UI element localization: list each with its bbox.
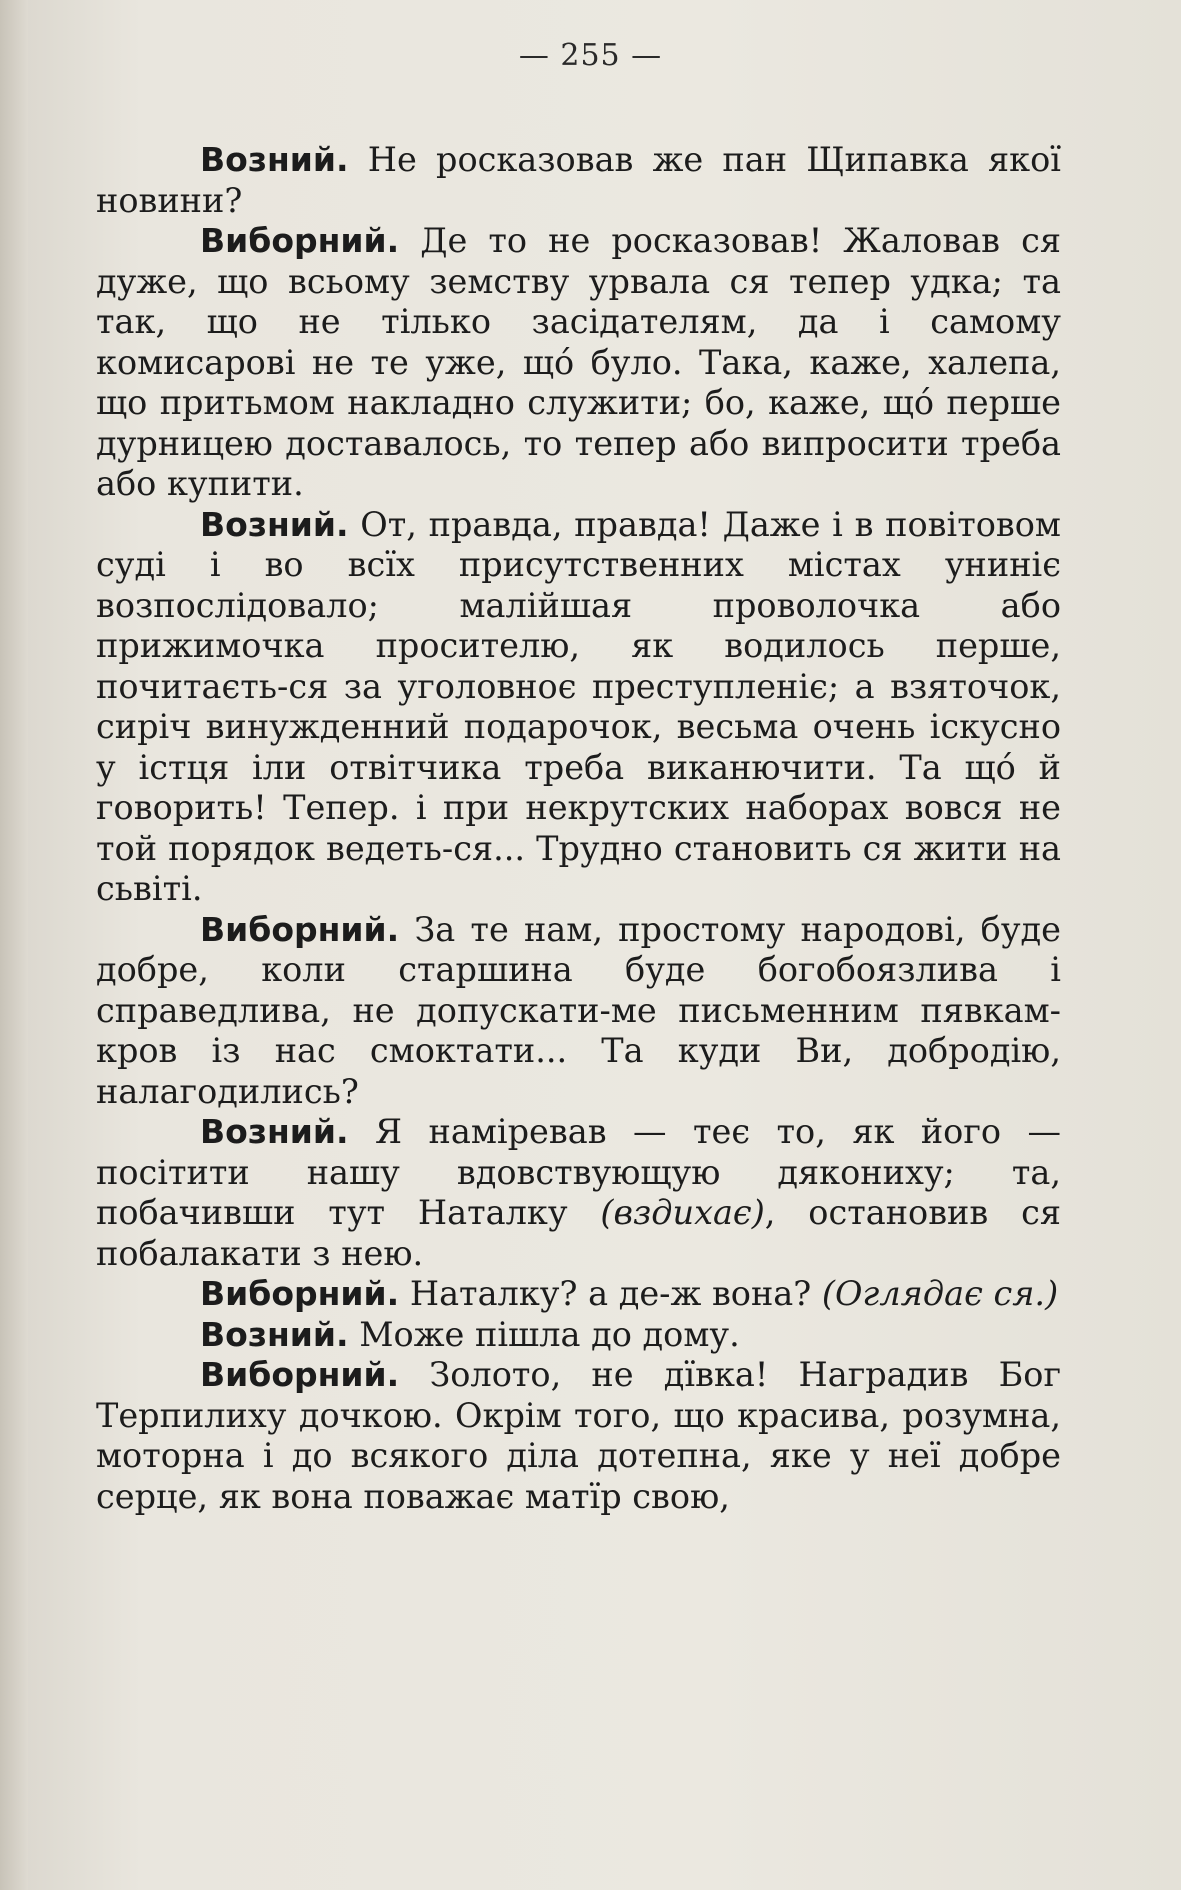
line-text: Може пішла до дому.: [348, 1314, 740, 1354]
page-number: — 255 —: [518, 38, 663, 73]
speaker-name: Виборний.: [200, 909, 400, 949]
line-text: Наталку? а де-ж вона?: [399, 1274, 822, 1313]
line-text: За те нам, простому народові, буде добре, коли старшина буде богобоязлива і справедлива, не допускати-ме письменним пявкам-кров із нас смоктати... Та куди Ви, добродію, налагодились?: [96, 909, 1061, 1111]
line-text: Я наміревав — теє то, як його — посітити нашу вдовствующую дякониху; та, побачивши тут Наталку: [96, 1112, 1061, 1232]
speaker-name: Возний.: [200, 1112, 349, 1151]
dialogue-line: [96, 505, 1061, 910]
line-text: Де то не росказовав! Жаловав ся дуже, що всьому земству урвала ся тепер удка; та так, що не тілько засідателям, да і самому комисарові не те уже, щó було. Така, каже, халепа, що притьмом накладно служити; бо, каже, щó перше дурницею доставалось, то тепер або випросити треба або купити.: [96, 221, 1061, 503]
speaker-name: Возний.: [200, 140, 349, 179]
speaker-name: Возний.: [200, 1314, 349, 1354]
speaker-name: Виборний.: [200, 1355, 400, 1394]
line-text: Не росказовав же пан Щипавка якої новини?: [96, 140, 1061, 220]
dialogue-line: [96, 1355, 1061, 1517]
dialogue-line: [96, 1274, 1061, 1315]
dialogue-line: [96, 140, 1061, 221]
page-spine-shadow: [0, 0, 28, 1890]
dialogue-line: [96, 1112, 1061, 1274]
line-text-after: , остановив ся побалакати з нею.: [96, 1193, 1062, 1273]
speaker-name: Возний.: [200, 504, 349, 544]
dialogue-line: [96, 910, 1061, 1113]
stage-direction: (Оглядає ся.): [821, 1274, 1059, 1313]
dialogue-text: [96, 140, 1061, 1517]
line-text: От, правда, правда! Даже і в повітовом суді і во всїх присутственних містах униніє возпослідовало; малійшая проволочка або прижимочка просителю, як водилось перше, почитаєть-ся за уголовноє преступленіє; а взяточок, сиріч винужденний подарочок, весьма очень іскусно у істця іли отвітчика треба виканючити. Та щó й говорить! Тепер. і при некрутских наборах вовся не той порядок ведеть-ся... Трудно становить ся жити на сьвіті.: [96, 504, 1061, 908]
line-text: Золото, не дївка! Наградив Бог Терпилиху дочкою. Окрім того, що красива, розумна, моторна і до всякого діла дотепна, яке у неї добре серце, як вона поважає матїр свою,: [96, 1355, 1061, 1516]
speaker-name: Виборний.: [200, 1274, 400, 1313]
stage-direction: (вздихає): [600, 1193, 765, 1232]
speaker-name: Виборний.: [200, 221, 400, 260]
dialogue-line: [96, 1315, 1061, 1356]
dialogue-line: [96, 221, 1061, 505]
